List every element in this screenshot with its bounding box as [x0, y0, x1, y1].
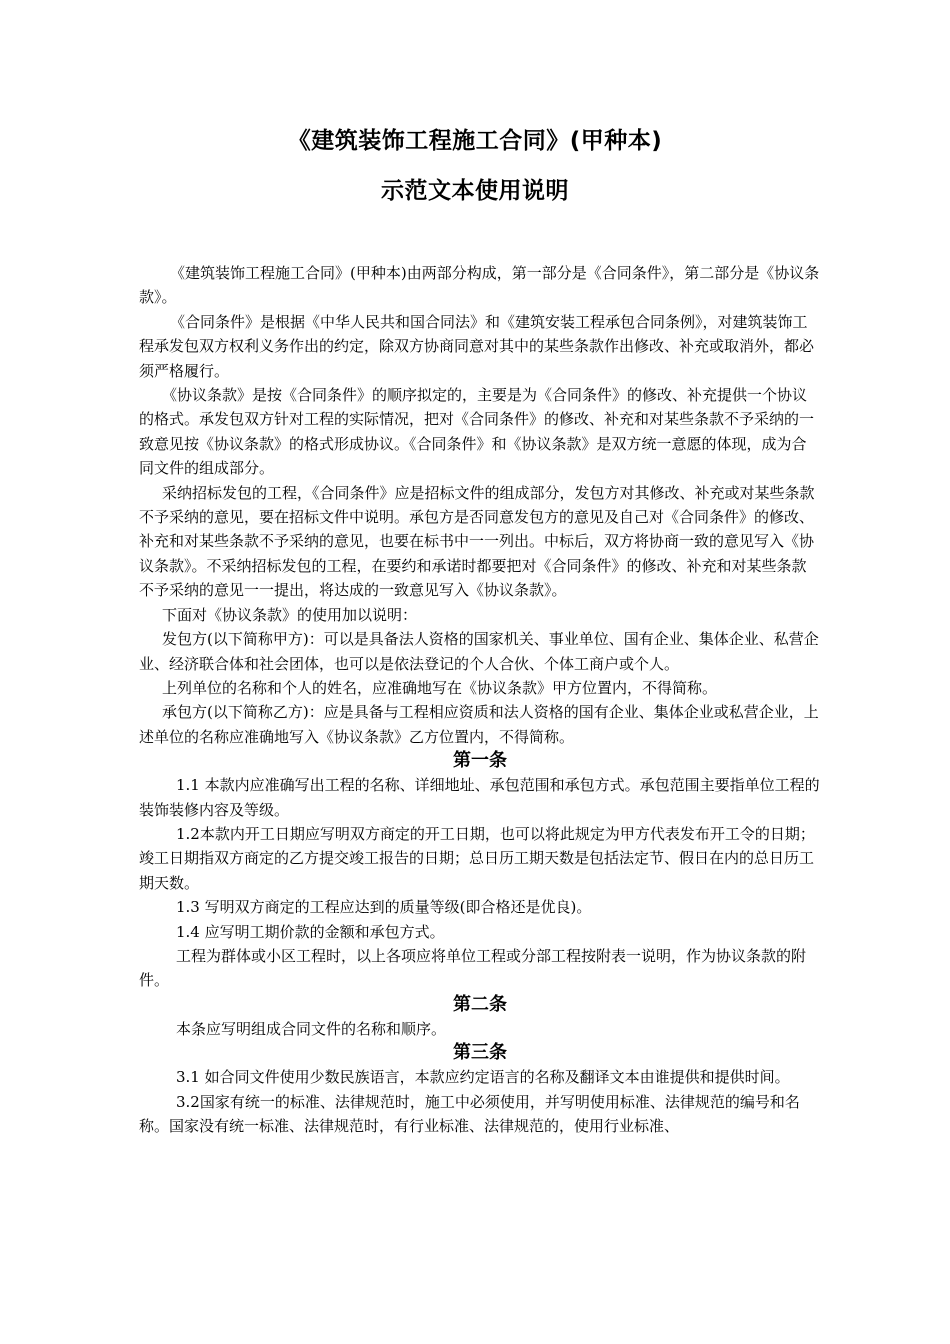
paragraph-party-b: 承包方(以下简称乙方)：应是具备与工程相应资质和法人资格的国有企业、集体企业或私营企业，上述单位的名称应准确地写入《协议条款》乙方位置内，不得简称。: [139, 703, 819, 746]
clause-3-1: 3.1 如合同文件使用少数民族语言，本款应约定语言的名称及翻译文本由谁提供和提供时间。: [176, 1068, 790, 1087]
clause-1-3: 1.3 写明双方商定的工程应达到的质量等级(即合格还是优良)。: [176, 898, 592, 917]
clause-2-text: 本条应写明组成合同文件的名称和顺序。: [176, 1019, 447, 1038]
paragraph-intro: 《建筑装饰工程施工合同》(甲种本)由两部分构成，第一部分是《合同条件》，第二部分是《协议条款》。: [139, 264, 820, 307]
paragraph-party-a: 发包方(以下简称甲方)：可以是具备法人资格的国家机关、事业单位、国有企业、集体企业、私营企业、经济联合体和社会团体，也可以是依法登记的个人合伙、个体工商户或个人。: [139, 630, 819, 673]
clause-1-4: 1.4 应写明工期价款的金额和承包方式。: [176, 922, 445, 941]
clause-1-1: 1.1 本款内应准确写出工程的名称、详细地址、承包范围和承包方式。承包范围主要指单位工程的装饰装修内容及等级。: [139, 776, 820, 819]
clause-3-2: 3.2国家有统一的标准、法律规范时，施工中必须使用，并写明使用标准、法律规范的编号和名称。国家没有统一标准、法律规范时，有行业标准、法律规范的，使用行业标准、: [139, 1092, 800, 1135]
paragraph-agreement-terms: 《协议条款》是按《合同条件》的顺序拟定的，主要是为《合同条件》的修改、补充提供一个协议的格式。承发包双方针对工程的实际情况，把对《合同条件》的修改、补充和对某些条款不予采纳的一致意见按《协议条款》的格式形成协议。《合同条件》和《协议条款》是双方统一意愿的体现，成为合同文件的组成部分。: [139, 386, 815, 478]
document-title: 《建筑装饰工程施工合同》(甲种本): [287, 128, 663, 154]
paragraph-party-a-name: 上列单位的名称和个人的姓名，应准确地写在《协议条款》甲方位置内，不得简称。: [162, 678, 718, 697]
document-subtitle: 示范文本使用说明: [381, 178, 569, 204]
paragraph-explanation-intro: 下面对《协议条款》的使用加以说明：: [162, 605, 418, 624]
document-body: [139, 261, 821, 1138]
section-heading-1: 第一条: [453, 750, 507, 772]
paragraph-contract-conditions: 《合同条件》是根据《中华人民共和国合同法》和《建筑安装工程承包合同条例》，对建筑装饰工程承发包双方权利义务作出的约定，除双方协商同意对其中的某些条款作出修改、补充或取消外，都必须严格履行。: [139, 312, 815, 380]
section-heading-3: 第三条: [453, 1042, 507, 1064]
section-heading-2: 第二条: [453, 993, 507, 1015]
paragraph-bidding: 采纳招标发包的工程，《合同条件》应是招标文件的组成部分，发包方对其修改、补充或对某些条款不予采纳的意见，要在招标文件中说明。承包方是否同意发包方的意见及自己对《合同条件》的修改、补充和对某些条款不予采纳的意见，也要在标书中一一列出。中标后，双方将协商一致的意见写入《协议条款》。不采纳招标发包的工程，在要约和承诺时都要把对《合同条件》的修改、补充和对某些条款不予采纳的意见一一提出，将达成的一致意见写入《协议条款》。: [139, 483, 815, 600]
clause-1-2: 1.2本款内开工日期应写明双方商定的开工日期，也可以将此规定为甲方代表发布开工令的日期；竣工日期指双方商定的乙方提交竣工报告的日期；总日历工期天数是包括法定节、假日在内的总日历工期天数。: [139, 824, 815, 892]
clause-1-note: 工程为群体或小区工程时，以上各项应将单位工程或分部工程按附表一说明，作为协议条款的附件。: [139, 946, 807, 990]
